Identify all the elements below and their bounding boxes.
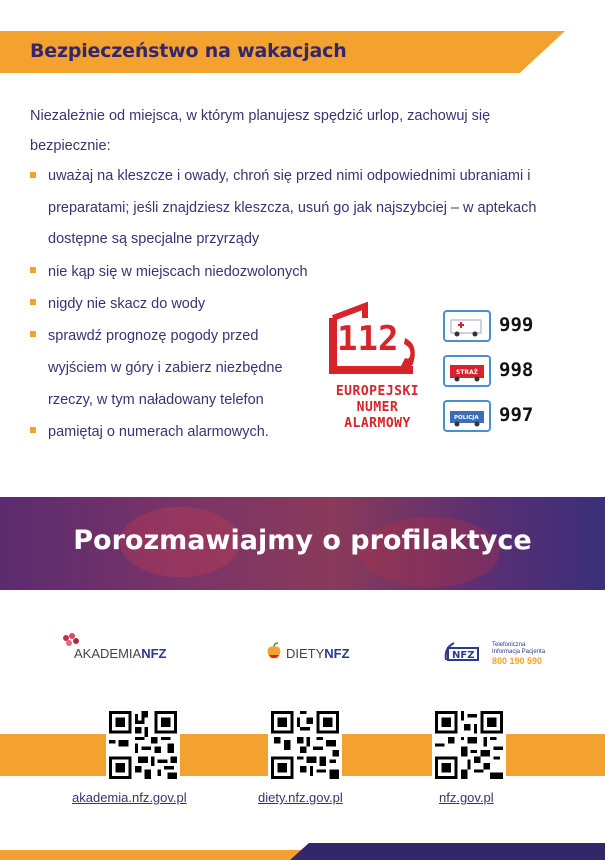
fire-number: 998 <box>499 359 534 381</box>
apple-icon <box>266 642 282 660</box>
qr-code-diety[interactable] <box>268 708 342 782</box>
list-item: sprawdź prognozę pogody przed wyjściem w góry i zabierz niezbędne rzeczy, w tym naładowany telefon <box>30 320 318 416</box>
emergency-caption-line: NUMER <box>356 400 399 415</box>
emergency-112-logo <box>325 300 435 380</box>
police-car-label: POLICJA <box>454 415 479 421</box>
akademia-logo-suffix: NFZ <box>141 646 167 661</box>
emergency-caption <box>325 384 430 432</box>
akademia-nfz-logo <box>60 640 190 670</box>
nfz-phone: 800 190 590 <box>492 656 543 666</box>
diety-logo-prefix: DIETY <box>286 646 325 661</box>
akademia-logo-prefix: AKADEMIA <box>74 646 142 661</box>
nfz-mark-icon <box>442 640 484 666</box>
intro-text: Niezależnie od miejsca, w którym planujesz spędzić urlop, zachowuj się bezpiecznie: <box>30 108 491 154</box>
emergency-numbers-graphic <box>325 300 560 445</box>
footer-accent-orange <box>0 850 330 860</box>
ambulance-number: 999 <box>499 314 534 336</box>
page-title: Bezpieczeństwo na wakacjach <box>30 40 347 62</box>
emergency-caption-line: ALARMOWY <box>344 416 411 431</box>
service-fire <box>443 355 563 389</box>
diety-logo-suffix: NFZ <box>324 646 350 661</box>
link-diety[interactable]: diety.nfz.gov.pl <box>258 790 343 805</box>
nfz-info-line1: Telefoniczna <box>492 642 526 648</box>
nfz-info-logo <box>442 640 552 670</box>
police-car-icon <box>443 400 491 432</box>
list-item: nigdy nie skacz do wody <box>30 288 543 320</box>
fire-truck-icon <box>443 355 491 387</box>
footer-accent-navy <box>290 843 605 860</box>
emergency-caption-line: EUROPEJSKI <box>335 384 420 399</box>
list-item: nie kąp się w miejscach niedozwolonych <box>30 256 543 288</box>
phone-handset-icon <box>401 338 415 368</box>
link-nfz[interactable]: nfz.gov.pl <box>439 790 494 805</box>
diety-nfz-logo <box>266 640 366 670</box>
qr-code-akademia[interactable] <box>106 708 180 782</box>
service-ambulance <box>443 310 563 344</box>
list-item: uważaj na kleszcze i owady, chroń się przed nimi odpowiednimi ubraniami i preparatami; jeśli znajdziesz kleszcza, usuń go jak najszybciej – w aptekach dostępne są specjalne przyrządy <box>30 161 543 256</box>
list-item: pamiętaj o numerach alarmowych. <box>30 416 543 448</box>
nfz-mark-text: NFZ <box>452 650 475 661</box>
emergency-112-number: 112 <box>337 319 399 359</box>
ambulance-icon <box>443 310 491 342</box>
police-number: 997 <box>499 404 534 426</box>
service-police <box>443 400 563 434</box>
banner-title: Porozmawiajmy o profilaktyce <box>73 525 532 556</box>
qr-code-nfz[interactable] <box>432 708 506 782</box>
nfz-info-line2: Informacja Pacjenta <box>492 649 546 655</box>
fire-truck-label: STRAŻ <box>456 369 479 376</box>
link-akademia[interactable]: akademia.nfz.gov.pl <box>72 790 187 805</box>
